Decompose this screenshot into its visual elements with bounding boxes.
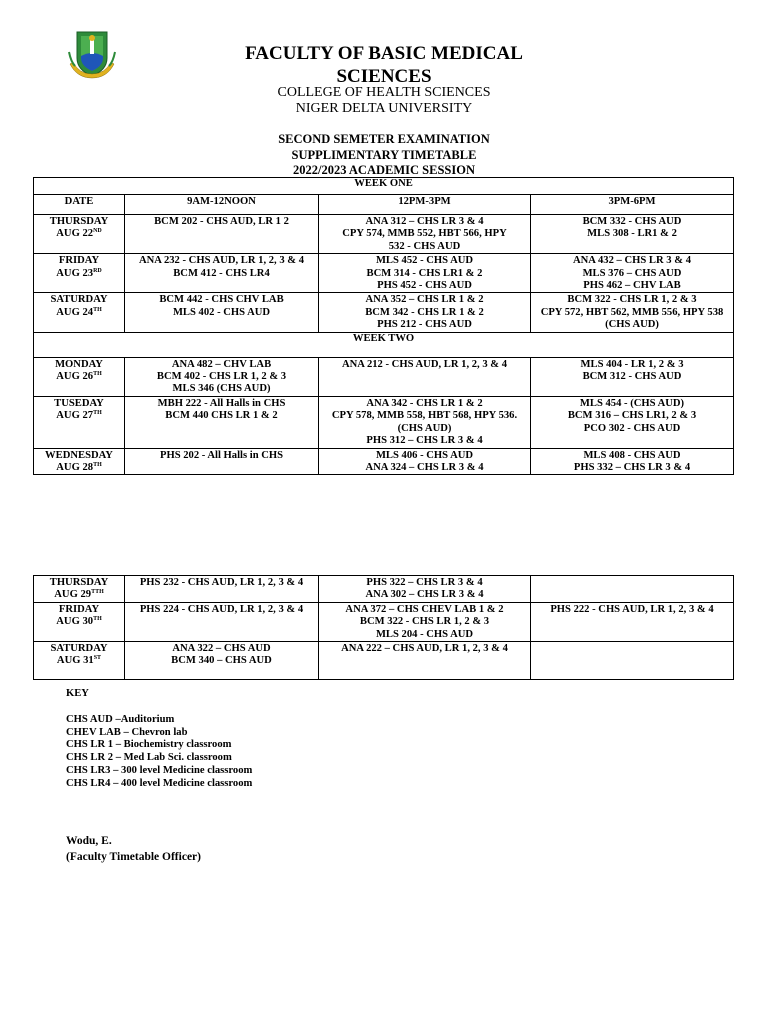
col-slot-2: 12PM-3PM [319,195,531,215]
date-text: AUG 24 [56,306,94,318]
course-entry: ANA 342 - CHS LR 1 & 2 [366,397,483,409]
slot-1-cell [125,602,319,641]
date-cell [34,293,125,332]
course-entry: BCM 312 - CHS AUD [582,371,682,383]
key-title: KEY [66,688,89,699]
course-entry: MLS 404 - LR 1, 2 & 3 [580,358,684,370]
course-entry: CPY 578, MMB 558, HBT 568, HPY 536. [331,410,518,422]
date-cell [34,576,125,603]
date-cell [34,448,125,475]
course-entry: BCM 340 – CHS AUD [171,655,272,667]
course-entry: PHS 462 – CHV LAB [583,280,681,292]
date-cell [34,602,125,641]
course-entry: PHS 452 - CHS AUD [377,280,472,292]
officer-name: Wodu, E. [66,835,112,847]
course-entry: (CHS AUD) [605,319,659,331]
table-row [34,396,734,448]
course-entry: BCM 314 - CHS LR1 & 2 [366,267,483,279]
course-entry: MLS 408 - CHS AUD [583,449,681,461]
course-entry: ANA 432 – CHS LR 3 & 4 [573,255,692,267]
col-slot-3: 3PM-6PM [531,195,734,215]
slot-3-cell [531,396,734,448]
header-row [34,195,734,215]
course-entry: BCM 402 - CHS LR 1, 2 & 3 [156,371,287,383]
date-text: AUG 29 [54,589,92,601]
course-entry: ANA 482 – CHV LAB [171,358,272,370]
course-entry: CPY 572, HBT 562, MMB 556, HPY 538 [540,306,724,318]
table-row [34,254,734,293]
institution-lines [0,85,768,117]
exam-title: SECOND SEMETER EXAMINATION SUPPLIMENTARY TIMETABLE 2022/2023 ACADEMIC SESSION [278,132,490,177]
course-entry: ANA 212 - CHS AUD, LR 1, 2, 3 & 4 [341,358,508,370]
key-item: CHEV LAB – Chevron lab [66,726,188,738]
slot-3-cell [531,602,734,641]
table-row [34,448,734,475]
key-item: CHS AUD –Auditorium [66,713,175,725]
slot-2-cell [319,215,531,254]
university-name: NIGER DELTA UNIVERSITY [295,101,473,116]
course-entry: PHS 202 - All Halls in CHS [159,449,284,461]
date-text: AUG 30 [56,616,94,628]
key-item: CHS LR3 – 300 level Medicine classroom [66,764,253,776]
date-suffix: TTH [91,589,104,596]
key-item: CHS LR4 – 400 level Medicine classroom [66,777,253,789]
course-entry: PHS 212 - CHS AUD [377,319,472,331]
course-entry: BCM 412 - CHS LR4 [173,267,270,279]
slot-1-cell [125,215,319,254]
table-row [34,215,734,254]
slot-2-cell [319,396,531,448]
week-one-label: WEEK ONE [34,178,734,195]
course-entry: 532 - CHS AUD [388,240,461,252]
date-cell [34,642,125,680]
date-suffix: ND [93,228,102,235]
week-two-label: WEEK TWO [34,332,734,357]
date-label [36,462,122,474]
course-entry: MLS 346 (CHS AUD) [172,383,271,395]
day-label: MONDAY [55,358,103,370]
course-entry: MLS 204 - CHS AUD [375,628,474,640]
signature-block [66,833,201,865]
date-suffix: TH [93,461,102,468]
date-text: AUG 23 [56,267,94,279]
course-entry: ANA 302 – CHS LR 3 & 4 [365,589,484,601]
date-label [36,655,122,667]
slot-1-cell [125,254,319,293]
course-entry: PHS 232 - CHS AUD, LR 1, 2, 3 & 4 [139,577,304,588]
slot-3-cell [531,642,734,680]
slot-1-cell [125,642,319,680]
officer-title: (Faculty Timetable Officer) [66,851,201,863]
course-entry: BCM 332 - CHS AUD [582,216,682,227]
course-entry: PCO 302 - CHS AUD [583,422,681,434]
key-item: CHS LR 1 – Biochemistry classroom [66,739,232,751]
day-label: SATURDAY [50,643,108,655]
slot-3-cell [531,357,734,396]
course-entry: ANA 324 – CHS LR 3 & 4 [365,461,484,473]
course-entry: BCM 342 - CHS LR 1 & 2 [365,306,484,318]
slot-3-cell [531,293,734,332]
slot-3-cell [531,576,734,603]
course-entry: MLS 406 - CHS AUD [375,449,474,461]
slot-3-cell [531,448,734,475]
slot-2-cell [319,357,531,396]
timetable-week-one-two [33,177,734,475]
slot-2-cell [319,254,531,293]
slot-1-cell [125,396,319,448]
slot-2-cell [319,293,531,332]
course-entry: MLS 452 - CHS AUD [375,255,474,267]
slot-2-cell [319,576,531,603]
course-entry: BCM 316 – CHS LR1, 2 & 3 [567,410,697,422]
course-entry: PHS 322 – CHS LR 3 & 4 [366,577,483,588]
course-entry: BCM 440 CHS LR 1 & 2 [165,410,278,422]
date-text: AUG 28 [56,461,94,473]
day-label: WEDNESDAY [45,449,113,461]
slot-3-cell [531,215,734,254]
day-label: THURSDAY [49,577,109,588]
date-text: AUG 22 [56,228,94,240]
date-text: AUG 31 [56,655,94,667]
slot-2-cell [319,642,531,680]
date-suffix: TH [93,306,102,313]
day-label: SATURDAY [50,294,108,306]
table-row [34,602,734,641]
date-label [36,228,122,240]
date-suffix: TH [93,410,102,417]
slot-1-cell [125,293,319,332]
date-text: AUG 26 [56,371,94,383]
slot-2-cell [319,448,531,475]
course-entry: MLS 308 - LR1 & 2 [587,228,677,240]
key-item: CHS LR 2 – Med Lab Sci. classroom [66,752,232,764]
course-entry: PHS 312 – CHS LR 3 & 4 [366,435,483,447]
course-entry: BCM 322 - CHS LR 1, 2 & 3 [567,294,697,306]
faculty-title: FACULTY OF BASIC MEDICAL SCIENCES [245,43,523,87]
slot-1-cell [125,357,319,396]
slot-2-cell [319,602,531,641]
slot-3-cell [531,254,734,293]
date-cell [34,396,125,448]
course-entry: BCM 322 - CHS LR 1, 2 & 3 [359,616,490,628]
table-row [34,293,734,332]
course-entry: PHS 222 - CHS AUD, LR 1, 2, 3 & 4 [550,603,714,615]
course-entry: BCM 202 - CHS AUD, LR 1 2 [154,216,289,227]
date-text: AUG 27 [56,410,94,422]
course-entry: ANA 312 – CHS LR 3 & 4 [365,216,484,227]
college-name: COLLEGE OF HEALTH SCIENCES [277,85,491,100]
date-label [36,268,122,280]
timetable-continued [33,575,734,680]
course-entry: MLS 376 – CHS AUD [582,267,682,279]
date-suffix: TH [93,616,102,623]
course-entry: ANA 232 - CHS AUD, LR 1, 2, 3 & 4 [138,255,305,267]
course-entry: BCM 442 - CHS CHV LAB [159,294,284,306]
slot-1-cell [125,448,319,475]
day-label: FRIDAY [58,255,100,267]
col-date: DATE [34,195,125,215]
date-suffix: TH [93,371,102,378]
date-suffix: RD [93,267,102,274]
date-cell [34,357,125,396]
date-label [36,371,122,383]
day-label: TUSEDAY [54,397,104,409]
date-label [36,616,122,628]
course-entry: (CHS AUD) [397,422,452,434]
course-entry: ANA 222 – CHS AUD, LR 1, 2, 3 & 4 [341,643,508,655]
table-row [34,576,734,603]
date-suffix: ST [93,655,102,662]
course-entry: ANA 352 – CHS LR 1 & 2 [365,294,484,306]
course-entry: MBH 222 - All Halls in CHS [157,397,286,409]
table-row [34,642,734,680]
slot-1-cell [125,576,319,603]
table-row [34,357,734,396]
day-label: FRIDAY [58,603,100,615]
day-label: THURSDAY [49,216,109,227]
date-cell [34,215,125,254]
course-entry: CPY 574, MMB 552, HBT 566, HPY [342,228,507,240]
course-entry: MLS 454 - (CHS AUD) [579,397,685,409]
date-label [36,410,122,422]
key-legend [66,688,252,791]
date-cell [34,254,125,293]
course-entry: PHS 332 – CHS LR 3 & 4 [573,461,691,473]
date-label [36,307,122,319]
date-label [36,589,122,601]
course-entry: PHS 224 - CHS AUD, LR 1, 2, 3 & 4 [139,603,304,615]
col-slot-1: 9AM-12NOON [125,195,319,215]
course-entry: ANA 372 – CHS CHEV LAB 1 & 2 [345,603,504,615]
course-entry: ANA 322 – CHS AUD [172,643,271,655]
course-entry: MLS 402 - CHS AUD [172,306,271,318]
